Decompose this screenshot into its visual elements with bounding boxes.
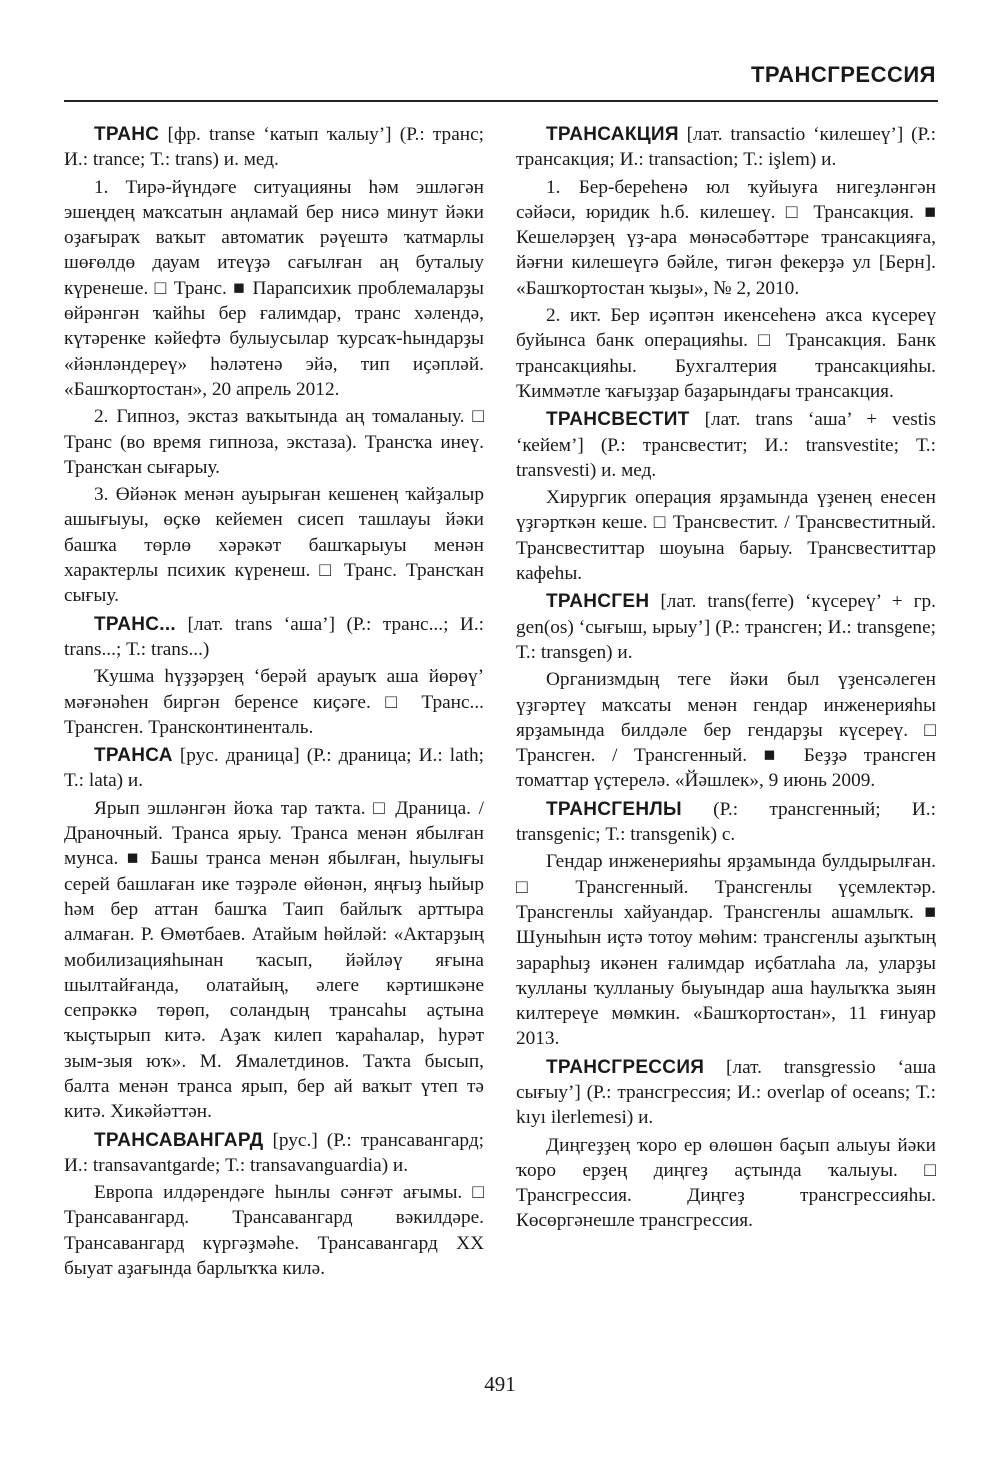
dictionary-entry	[64, 122, 484, 609]
entry-header	[64, 1128, 484, 1179]
definition-paragraph: Европа илдәрендәге һынлы сәнғәт ағымы. □ Трансавангард. Трансавангард вәкилдәре. Трансавангард күргәҙмәһе. Трансавангард XX быуат аҙағында барлыҡҡа килә.	[64, 1182, 484, 1280]
definition-paragraph: 3. Өйәнәк менән ауырыған кешенең ҡайҙалыр ашығыуы, өҫкө кейемен сисеп ташлауы йәки башҡа төрлө хәрәкәт башҡарыуы менән характерлы психик күренеш. □ Транс. Трансҡан сығыу.	[64, 484, 484, 607]
headword: ТРАНС...	[94, 613, 177, 635]
definition-paragraph: 2. икт. Бер иҫәптән икенсеһенә аҡса күсереү буйынса банк операцияһы. □ Трансакция. Банк трансакцияһы. Бухгалтерия трансакцияһы. Ҡиммәтле ҡағыҙҙар баҙарындағы трансакция.	[516, 305, 936, 402]
headword: ТРАНСГЕНЛЫ	[546, 798, 682, 820]
definition-paragraph: Организмдың теге йәки был үҙенсәлеген үҙгәртеү маҡсаты менән гендар инженерияһы ярҙамында билдәле бер гендарҙы күсереү. □ Трансген. / Трансгенный. ■ Беҙҙә трансген томаттар үҫтерелә. «Йәшлек», 9 июнь 2009.	[516, 669, 936, 792]
definition-paragraph: 1. Бер-береһенә юл ҡуйыуға нигеҙләнгән сәйәси, юридик һ.б. килешеү. □ Трансакция. ■ Кешеләрҙең үҙ-ара мөнәсәбәттәре трансакцияға, йәғни килешеүгә бәйле, тигән фекерҙә ул [Берн]. «Башҡортостан ҡыҙы», № 2, 2010.	[516, 176, 936, 299]
dictionary-entry	[516, 122, 936, 404]
headword: ТРАНСАВАНГАРД	[94, 1129, 264, 1151]
dictionary-entry	[64, 612, 484, 740]
entry-header	[64, 743, 484, 794]
etymology: [лат. trans ‘аша’ + vestis ‘кейем’] (Р.: трансвестит; И.: transvestite; Т.: transvesti) и. мед.	[516, 409, 936, 481]
definition-paragraph: Гендар инженерияһы ярҙамында булдырылған. □ Трансгенный. Трансгенлы үҫемлектәр. Трансгенлы хайуандар. Трансгенлы ашамлыҡ. ■ Шуныһын иҫтә тотоу мөһим: трансгенлы аҙыҡтың зарарһыҙ икәнен ғалимдар иҫбатлаһа ла, уларҙы ҡулланы ҡулланыу быуындар аша һаулыҡҡа зыян килтереүе мөмкин. «Башҡортостан», 11 ғинуар 2013.	[516, 851, 936, 1050]
definition-paragraph: Хирургик операция ярҙамында үҙенең енесен үҙгәрткән кеше. □ Трансвестит. / Трансвеститный. Трансвеститтар шоуына барыу. Трансвеститтар кафеһы.	[516, 487, 936, 585]
headword: ТРАНСА	[94, 745, 173, 767]
entry-header	[516, 122, 936, 173]
definition-paragraph: Ҡушма һүҙҙәрҙең ‘берәй арауыҡ аша йөрөү’ мәғәнәһен биргән беренсе киҫәге. □ Транс... Трансген. Трансконтиненталь.	[64, 666, 484, 738]
running-head: ТРАНСГРЕССИЯ	[750, 62, 936, 87]
definition-paragraph: Диңгеҙҙең ҡоро ер өлөшөн баҫып алыуы йәки ҡоро ерҙең диңгеҙ аҫтында ҡалыуы. □ Трансгрессия. Диңгеҙ трансгрессияһы. Көсөргәнешле трансгрессия.	[516, 1134, 936, 1232]
dictionary-entry	[64, 1128, 484, 1282]
dictionary-entry	[516, 1055, 936, 1234]
etymology: [рус.] (Р.: трансавангард; И.: transavantgarde; Т.: transavanguardia) и.	[64, 1129, 484, 1176]
definition-paragraph: 1. Тирә-йүндәге ситуацияны һәм эшләгән эшеңдең маҡсатын аңламай бер нисә минут йәки оҙағыраҡ ваҡыт автоматик рәүештә ҡатмарлы шөғөлдө дауам итеүҙә сағылған аң буталыу күренеше. □ Транс. ■ Парапсихик проблемаларҙы өйрәнгән ҡайһы бер ғалимдар, транс хәлендә, күтәренке кәйефтә булыусылар ҡурсаҡ-һындарҙы «йәнләндереү» һәләтенә эйә, тип иҫәпләй. «Башҡортостан», 20 апрель 2012.	[64, 176, 484, 400]
etymology: [лат. transgressio ‘аша сығыу’] (Р.: трансгрессия; И.: overlap of oceans; Т.: kıyı ilerlemesi) и.	[516, 1056, 936, 1129]
etymology: [рус. драница] (Р.: драница; И.: lath; Т.: lata) и.	[64, 745, 484, 792]
right-column	[516, 122, 936, 1237]
entry-header	[516, 797, 936, 848]
etymology: (Р.: трансгенный; И.: transgenic; Т.: transgenik) с.	[516, 798, 936, 846]
definition-paragraph: Ярып эшләнгән йоҡа тар таҡта. □ Драница. / Драночный. Транса ярыу. Транса менән ябылған мунса. ■ Башы транса менән ябылған, һыулығы серей башлаған ике тәҙрәле өйөнән, яңғыҙ һыйыр һәм бер аттан башҡа Таип байлыҡ арттыра алмаған. Р. Өмөтбаев. Атайым һөйләй: «Актарҙың мобилизацияһынан ҡасып, йәйләү яғына шылтайғанда, олатайың, әлеге кәртишкәне сепрәккә төрөп, соландың трансаһы аҫтына ҡыҫтырып китә. Аҙаҡ килеп ҡараһалар, һурәт зым-зыя юҡ». М. Ямалетдинов. Таҡта бысып, балта менән транса ярып, бер ай ваҡыт үтеп тә китә. Хикәйәттән.	[64, 797, 484, 1123]
definition-paragraph: 2. Гипноз, экстаз ваҡытында аң томаланыу. □ Транс (во время гипноза, экстаза). Трансҡа инеү. Трансҡан сығарыу.	[64, 406, 484, 478]
etymology: [фр. transe ‘катып ҡалыу’] (Р.: транс; И.: trance; Т.: trans) и. мед.	[64, 124, 484, 171]
dictionary-entry	[64, 743, 484, 1124]
etymology: [лат. transactio ‘килешеү’] (Р.: трансакция; И.: transaction; Т.: işlem) и.	[516, 124, 936, 171]
etymology: [лат. trans ‘аша’] (Р.: транс...; И.: trans...; Т.: trans...)	[64, 613, 484, 660]
headword: ТРАНСГЕН	[546, 591, 650, 613]
headword: ТРАНСГРЕССИЯ	[546, 1056, 705, 1078]
headword: ТРАНС	[94, 124, 160, 145]
etymology: [лат. trans(ferre) ‘күсереү’ + гр. gen(os) ‘сығыш, ырыу’] (Р.: трансген; И.: transgene; Т.: transgen) и.	[516, 591, 936, 663]
entry-header	[516, 407, 936, 483]
entry-header	[516, 589, 936, 665]
left-column	[64, 122, 484, 1284]
entry-header	[516, 1055, 936, 1131]
headword: ТРАНСАКЦИЯ	[546, 124, 679, 145]
entry-header	[64, 612, 484, 663]
dictionary-entry	[516, 407, 936, 586]
page-number: 491	[484, 1372, 516, 1396]
entry-header	[64, 122, 484, 173]
dictionary-entry	[516, 589, 936, 793]
headword: ТРАНСВЕСТИТ	[546, 409, 690, 431]
header-rule	[64, 100, 938, 102]
dictionary-entry	[516, 797, 936, 1052]
